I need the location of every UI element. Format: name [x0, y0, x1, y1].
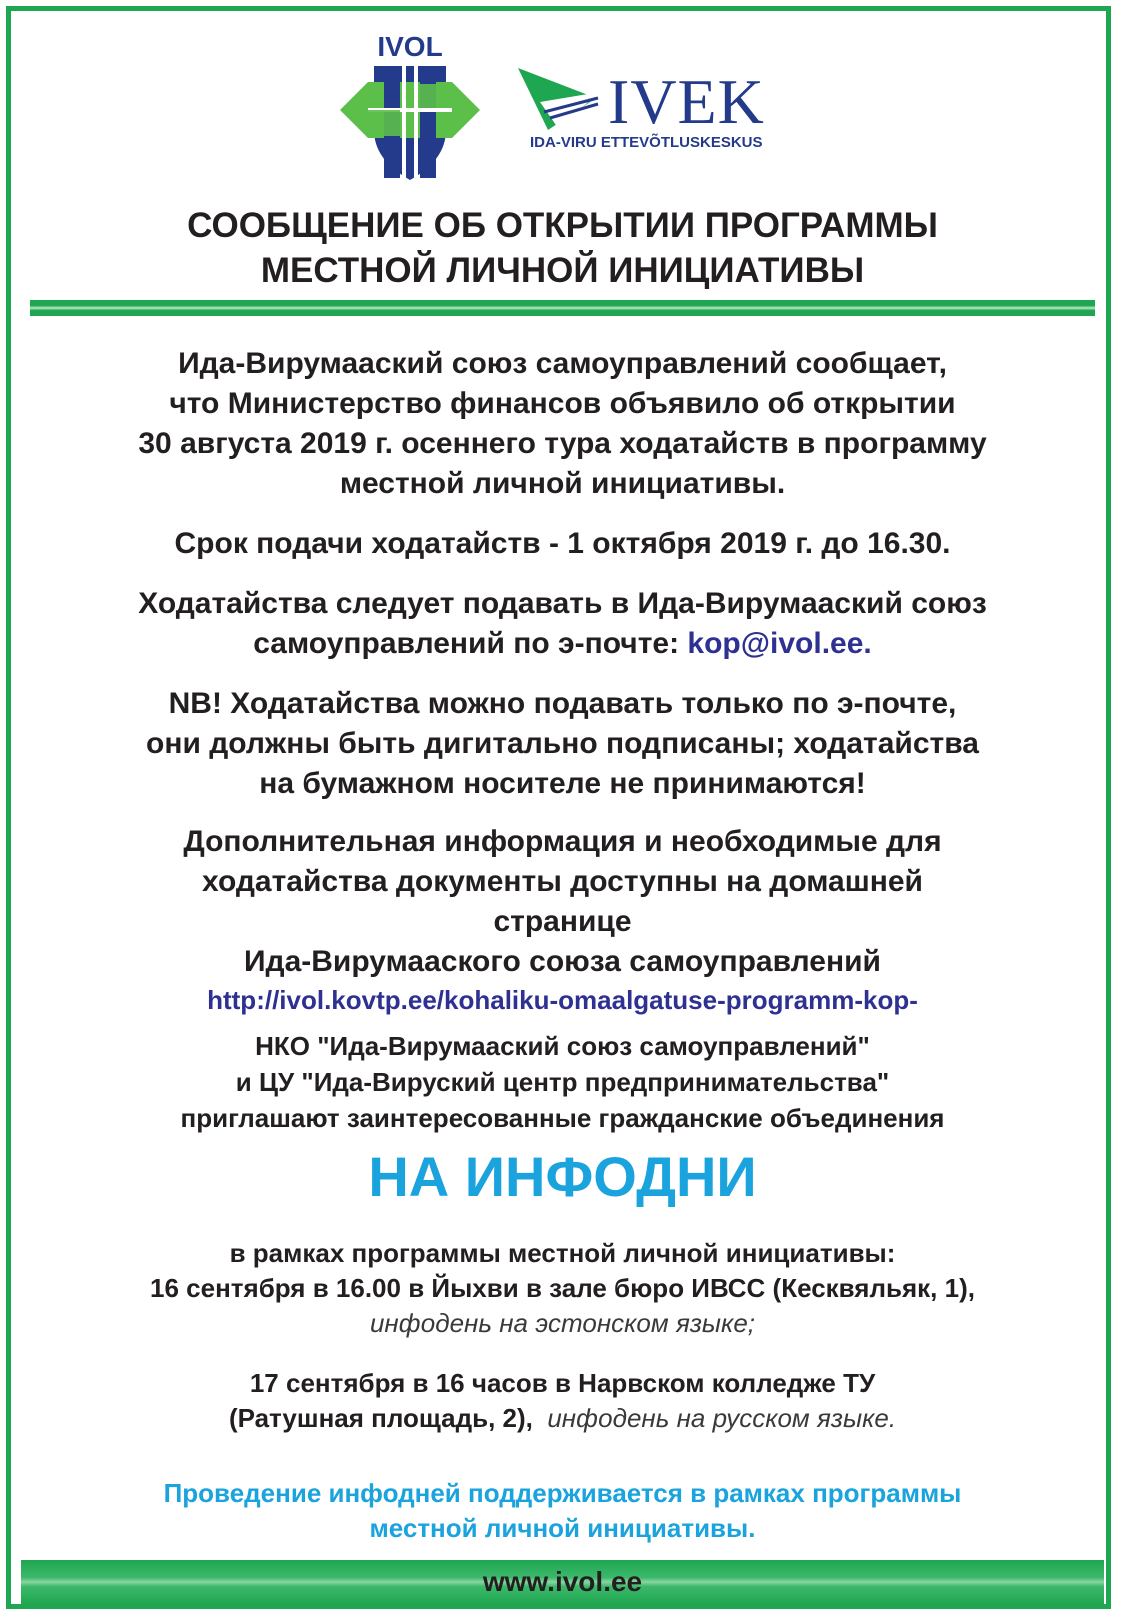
ivek-logo-subtitle: IDA-VIRU ETTEVÕTLUSKESKUS: [530, 134, 763, 151]
notice-line: они должны быть дигитально подписаны; ходатайства: [146, 727, 979, 760]
invitation-line: НКО "Ида-Вирумааский союз самоуправлений": [255, 1031, 870, 1061]
footer-website-link[interactable]: www.ivol.ee: [482, 1566, 643, 1597]
event2-language-note: инфодень на русском языке.: [547, 1403, 897, 1433]
infodays-headline: НА ИНФОДНИ: [368, 1145, 757, 1208]
submission-paragraph: [20, 584, 1105, 664]
submission-line: [20, 624, 1105, 664]
green-divider: [30, 300, 1095, 316]
page-title: [0, 203, 1125, 293]
more-info-line: ходатайства документы доступны на домашней: [202, 865, 923, 898]
logo-row: [0, 30, 1125, 190]
more-info-line: Ида-Вирумааского союза самоуправлений: [243, 945, 881, 978]
event2-line: 17 сентября в 16 часов в Нарвском колледже ТУ: [249, 1368, 876, 1398]
title-line: СООБЩЕНИЕ ОБ ОТКРЫТИИ ПРОГРАММЫ: [187, 206, 938, 245]
notice-paragraph: [20, 684, 1105, 804]
event2-paragraph: [20, 1366, 1105, 1436]
event1-line: в рамках программы местной личной инициативы:: [229, 1238, 896, 1268]
ivek-logo-icon: [518, 68, 600, 130]
more-info-line: странице: [493, 905, 632, 938]
ivek-logo-text: IVEK: [608, 66, 765, 137]
more-info-line: Дополнительная информация и необходимые для: [183, 825, 942, 858]
invitation-line: приглашают заинтересованные гражданские объединения: [180, 1103, 945, 1133]
deadline-paragraph: [20, 524, 1105, 564]
ivol-logo-icon: [340, 30, 480, 185]
invitation-paragraph: [20, 1028, 1105, 1136]
event1-paragraph: [20, 1236, 1105, 1341]
ivek-logo: [530, 68, 790, 158]
ivol-logo-text: IVOL: [377, 31, 443, 62]
event1-language-note: инфодень на эстонском языке;: [369, 1308, 756, 1338]
event2-address: (Ратушная площадь, 2),: [228, 1403, 548, 1433]
title-line: МЕСТНОЙ ЛИЧНОЙ ИНИЦИАТИВЫ: [260, 251, 865, 290]
website-url-link[interactable]: http://ivol.kovtp.ee/kohaliku-omaalgatuse-programm-kop-: [207, 985, 918, 1015]
notice-line: NB! Ходатайства можно подавать только по э-почте,: [168, 687, 957, 720]
submission-prefix: самоуправлений по э-почте:: [253, 627, 688, 660]
notice-line: на бумажном носителе не принимаются!: [259, 767, 866, 800]
announcement-line: что Министерство финансов объявило об открытии: [169, 387, 956, 420]
ivol-logo: [340, 30, 480, 185]
support-line: местной личной инициативы.: [369, 1513, 756, 1543]
announcement-paragraph: [20, 344, 1105, 504]
email-link[interactable]: kop@ivol.ee.: [687, 627, 872, 660]
more-info-paragraph: [20, 822, 1105, 1018]
announcement-line: Ида-Вирумааский союз самоуправлений сообщает,: [178, 347, 947, 380]
announcement-line: 30 августа 2019 г. осеннего тура ходатайств в программу: [138, 427, 987, 460]
deadline-line: Срок подачи ходатайств - 1 октября 2019 г. до 16.30.: [174, 527, 951, 560]
announcement-line: местной личной инициативы.: [339, 467, 786, 500]
support-paragraph: [20, 1476, 1105, 1546]
footer-bar: [21, 1560, 1104, 1604]
invitation-line: и ЦУ "Ида-Вируский центр предпринимательства": [235, 1067, 890, 1097]
submission-line: Ходатайства следует подавать в Ида-Вирумааский союз: [138, 587, 987, 620]
event2-line: [20, 1401, 1105, 1436]
event1-line: 16 сентября в 16.00 в Йыхви в зале бюро ИВСС (Кесквяльяк, 1),: [150, 1273, 975, 1303]
support-line: Проведение инфодней поддерживается в рамках программы: [163, 1478, 962, 1508]
